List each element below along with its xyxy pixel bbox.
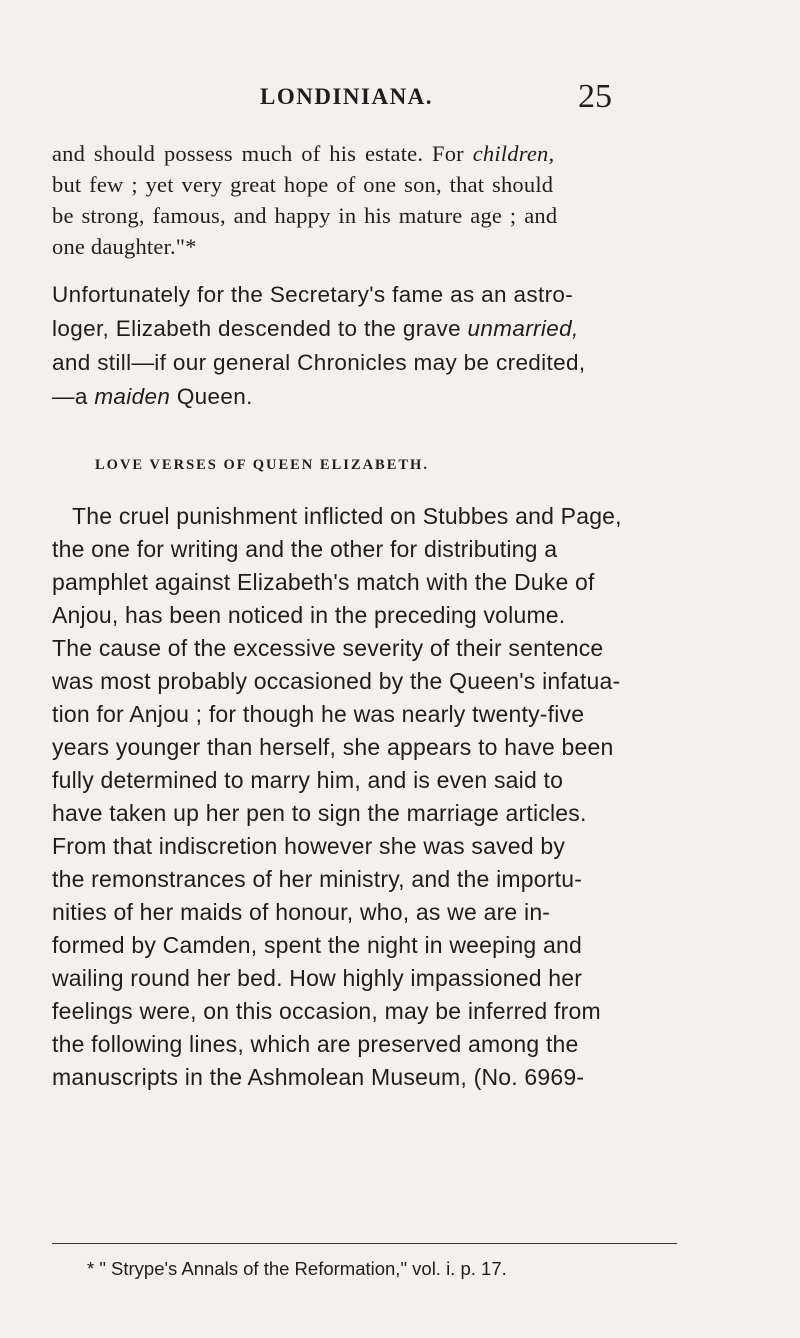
- text-line: be strong, famous, and happy in his mature age ; and: [52, 203, 558, 228]
- text-segment: loger, Elizabeth descended to the grave: [52, 316, 468, 341]
- italic-word: children,: [472, 141, 555, 166]
- text-line: tion for Anjou ; for though he was nearly twenty-five: [52, 701, 585, 727]
- text-line: one daughter."*: [52, 234, 197, 259]
- text-line: the one for writing and the other for distributing a: [52, 536, 558, 562]
- text-line: wailing round her bed. How highly impassioned her: [52, 965, 583, 991]
- text-line: manuscripts in the Ashmolean Museum, (No. 6969-: [52, 1064, 585, 1090]
- text-line: The cruel punishment inflicted on Stubbes and Page,: [72, 503, 622, 529]
- text-line: years younger than herself, she appears to have been: [52, 734, 614, 760]
- text-segment: —a: [52, 384, 95, 409]
- footnote: * " Strype's Annals of the Reformation," vol. i. p. 17.: [87, 1258, 507, 1279]
- text-segment: Queen.: [170, 384, 253, 409]
- text-line: fully determined to marry him, and is even said to: [52, 767, 564, 793]
- running-title: LONDINIANA.: [260, 84, 434, 109]
- text-line: the following lines, which are preserved among the: [52, 1031, 579, 1057]
- text-line: From that indiscretion however she was saved by: [52, 833, 566, 859]
- italic-word: unmarried,: [467, 316, 579, 341]
- text-line: was most probably occasioned by the Queen's infatua-: [52, 668, 621, 694]
- text-segment: and should possess much of his estate. For: [52, 141, 473, 166]
- page-header: [260, 78, 660, 124]
- text-line: and still—if our general Chronicles may be credited,: [52, 350, 586, 375]
- text-line: [52, 318, 672, 341]
- text-line: have taken up her pen to sign the marriage articles.: [52, 800, 587, 826]
- text-line: [52, 386, 672, 409]
- text-line: pamphlet against Elizabeth's match with the Duke of: [52, 569, 595, 595]
- footnote-rule: [52, 1243, 677, 1244]
- italic-word: maiden: [94, 384, 171, 409]
- text-line: Anjou, has been noticed in the preceding volume.: [52, 602, 566, 628]
- text-line: formed by Camden, spent the night in weeping and: [52, 932, 582, 958]
- section-heading: LOVE VERSES OF QUEEN ELIZABETH.: [95, 457, 429, 473]
- text-line: feelings were, on this occasion, may be inferred from: [52, 998, 601, 1024]
- page-number: 25: [578, 78, 612, 115]
- text-line: The cause of the excessive severity of their sentence: [52, 635, 604, 661]
- text-line: but few ; yet very great hope of one son, that should: [52, 172, 554, 197]
- text-line: Unfortunately for the Secretary's fame as an astro-: [52, 282, 574, 307]
- text-line: the remonstrances of her ministry, and the importu-: [52, 866, 583, 892]
- text-line: [52, 143, 702, 166]
- text-line: nities of her maids of honour, who, as we are in-: [52, 899, 551, 925]
